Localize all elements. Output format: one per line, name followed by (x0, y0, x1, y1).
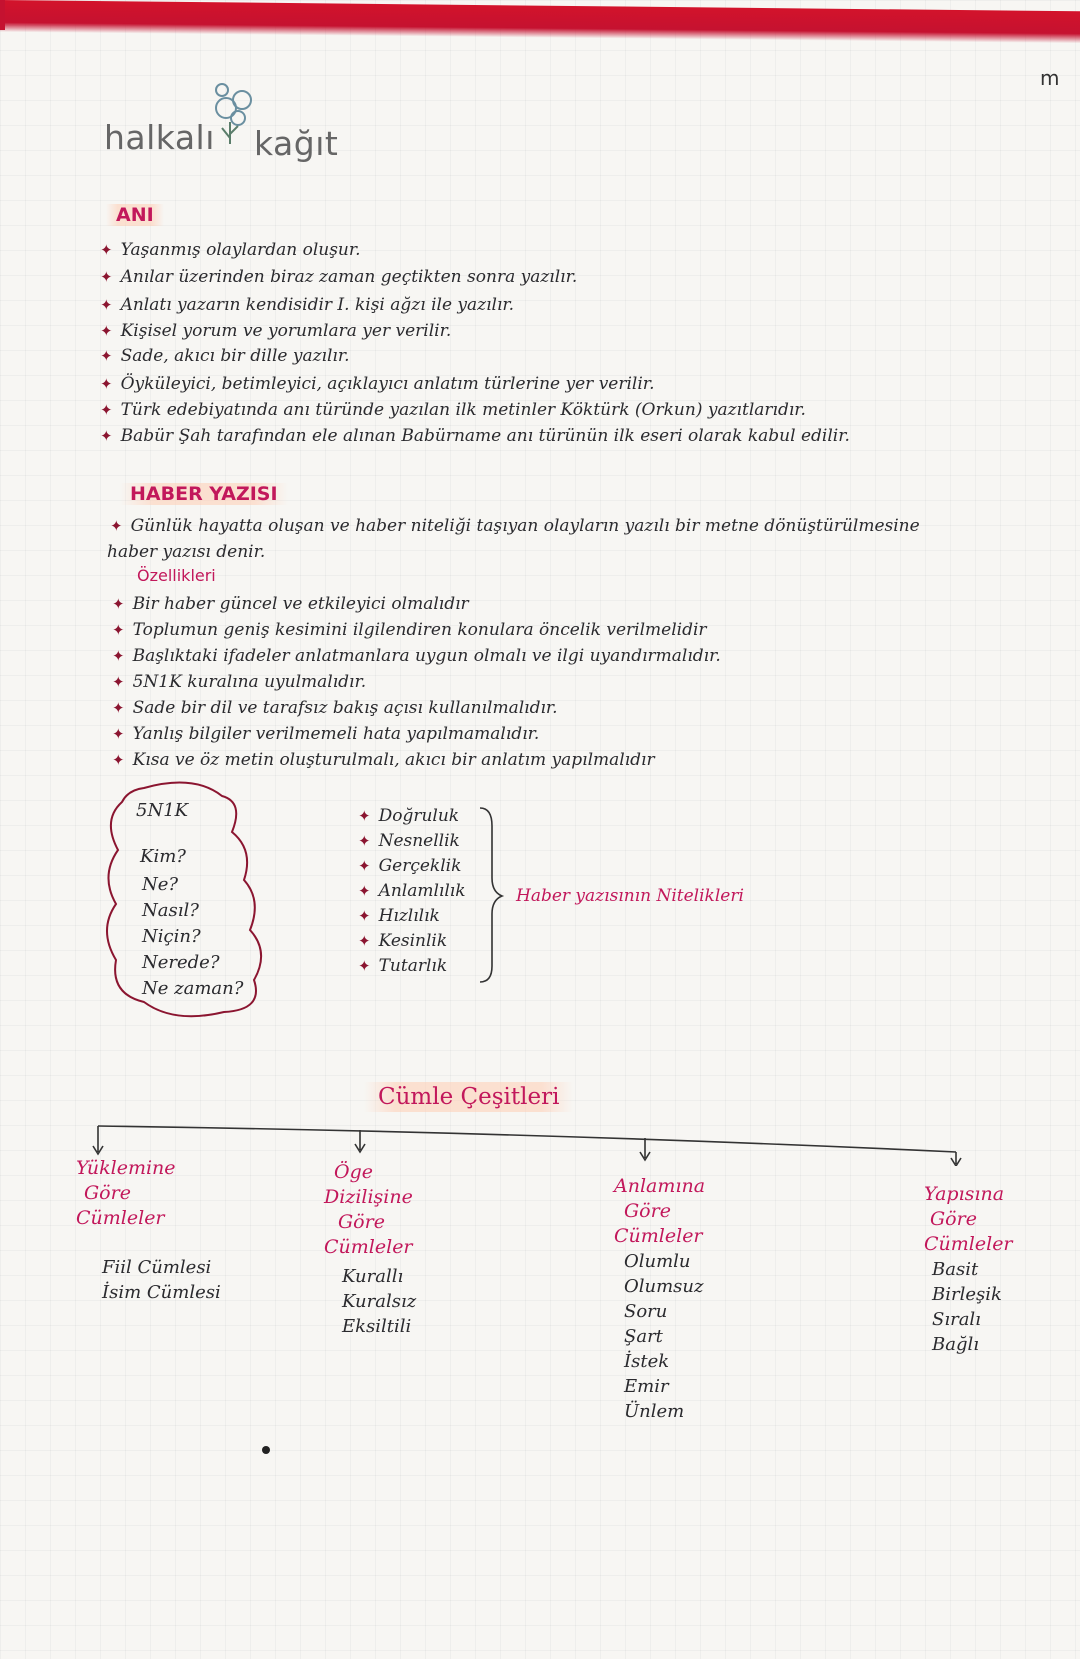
star-bullet-icon: ✦ (112, 673, 125, 691)
star-bullet-icon: ✦ (358, 832, 371, 850)
haber-heading: HABER YAZISI (120, 483, 288, 505)
star-bullet-icon: ✦ (110, 517, 123, 535)
ink-dot (262, 1446, 270, 1454)
quality-item-6: ✦ Kesinlik (358, 931, 448, 951)
star-bullet-icon: ✦ (358, 857, 371, 875)
branch-item: Birleşik (932, 1284, 1002, 1305)
star-bullet-icon: ✦ (100, 347, 113, 365)
snik-question-1: Kim? (140, 846, 186, 867)
branch-item: İsim Cümlesi (102, 1282, 221, 1303)
feature-item-3: ✦ Başlıktaki ifadeler anlatmanlara uygun olmalı ve ilgi uyandırmalıdır. (112, 646, 721, 666)
snik-title: 5N1K (136, 800, 189, 821)
star-bullet-icon: ✦ (112, 595, 125, 613)
branch-item: Eksiltili (342, 1316, 412, 1337)
star-bullet-icon: ✦ (358, 882, 371, 900)
feature-item-1: ✦ Bir haber güncel ve etkileyici olmalıdır (112, 594, 469, 614)
top-red-band (0, 0, 1080, 43)
qualities-label: Haber yazısının Nitelikleri (516, 886, 744, 906)
star-bullet-icon: ✦ (100, 401, 113, 419)
branch-item: Emir (624, 1376, 669, 1397)
ani-item-6: ✦ Öyküleyici, betimleyici, açıklayıcı anlatım türlerine yer verilir. (100, 374, 655, 394)
quality-item-1: ✦ Doğruluk (358, 806, 460, 826)
quality-item-4: ✦ Anlamlılık (358, 881, 466, 901)
branch-item: Basit (932, 1259, 979, 1280)
ani-item-2: ✦ Anılar üzerinden biraz zaman geçtikten sonra yazılır. (100, 267, 578, 287)
star-bullet-icon: ✦ (112, 751, 125, 769)
star-bullet-icon: ✦ (100, 427, 113, 445)
star-bullet-icon: ✦ (112, 647, 125, 665)
branch-heading-line: Göre (84, 1182, 131, 1204)
branch-item: İstek (624, 1351, 670, 1372)
ani-heading: ANI (106, 204, 164, 226)
branch-item: Olumsuz (624, 1276, 704, 1297)
branch-item: Fiil Cümlesi (102, 1257, 212, 1278)
quality-item-7: ✦ Tutarlık (358, 956, 448, 976)
branch-heading-line: Cümleler (324, 1236, 413, 1258)
cumle-title: Cümle Çeşitleri (364, 1082, 573, 1112)
star-bullet-icon: ✦ (358, 807, 371, 825)
snik-question-6: Ne zaman? (142, 978, 244, 999)
branch-heading-line: Dizilişine (324, 1186, 413, 1208)
tree-connector-icon (90, 1116, 970, 1166)
features-subheading: Özellikleri (137, 566, 216, 585)
branch-heading-line: Öge (334, 1161, 373, 1183)
brand-logo (104, 78, 344, 178)
branch-item: Kurallı (342, 1266, 404, 1287)
branch-heading-line: Cümleler (614, 1225, 703, 1247)
ani-item-4: ✦ Kişisel yorum ve yorumlara yer verilir. (100, 321, 452, 341)
branch-heading-line: Cümleler (76, 1207, 165, 1229)
quality-item-5: ✦ Hızlılık (358, 906, 440, 926)
ani-item-7: ✦ Türk edebiyatında anı türünde yazılan ilk metinler Köktürk (Orkun) yazıtlarıdır. (100, 400, 806, 420)
branch-heading-line: Cümleler (924, 1233, 1013, 1255)
star-bullet-icon: ✦ (358, 957, 371, 975)
star-bullet-icon: ✦ (100, 296, 113, 314)
snik-question-2: Ne? (142, 874, 179, 895)
star-bullet-icon: ✦ (100, 268, 113, 286)
branch-item: Olumlu (624, 1251, 691, 1272)
branch-heading-line: Göre (930, 1208, 977, 1230)
feature-item-4: ✦ 5N1K kuralına uyulmalıdır. (112, 672, 367, 692)
star-bullet-icon: ✦ (358, 932, 371, 950)
feature-item-7: ✦ Kısa ve öz metin oluşturulmalı, akıcı bir anlatım yapılmalıdır (112, 750, 655, 770)
snik-question-3: Nasıl? (142, 900, 199, 921)
tree-logo-icon (202, 78, 262, 168)
branch-heading-line: Göre (624, 1200, 671, 1222)
curly-brace-icon (476, 806, 506, 986)
star-bullet-icon: ✦ (112, 725, 125, 743)
ani-item-3: ✦ Anlatı yazarın kendisidir I. kişi ağzı ile yazılır. (100, 295, 515, 315)
ani-item-8: ✦ Babür Şah tarafından ele alınan Babürname anı türünün ilk eseri olarak kabul edilir. (100, 426, 850, 446)
branch-heading-line: Yüklemine (76, 1157, 176, 1179)
branch-item: Soru (624, 1301, 668, 1322)
star-bullet-icon: ✦ (358, 907, 371, 925)
branch-heading-line: Yapısına (924, 1183, 1005, 1205)
branch-item: Kuralsız (342, 1291, 417, 1312)
branch-yapisina (924, 1182, 1013, 1357)
branch-item: Ünlem (624, 1401, 685, 1422)
star-bullet-icon: ✦ (100, 375, 113, 393)
feature-item-2: ✦ Toplumun geniş kesimini ilgilendiren konulara öncelik verilmelidir (112, 620, 707, 640)
branch-item: Şart (624, 1326, 663, 1347)
star-bullet-icon: ✦ (100, 322, 113, 340)
page-number: m (1040, 66, 1060, 90)
left-red-mark (0, 0, 5, 30)
logo-text-left: halkalı (104, 118, 215, 157)
branch-yuklemine (76, 1156, 221, 1305)
logo-text-right: kağıt (254, 124, 339, 163)
feature-item-6: ✦ Yanlış bilgiler verilmemeli hata yapılmamalıdır. (112, 724, 540, 744)
quality-item-2: ✦ Nesnellik (358, 831, 460, 851)
branch-oge-dizilisine (324, 1160, 416, 1339)
branch-heading-line: Anlamına (614, 1175, 706, 1197)
ani-item-1: ✦ Yaşanmış olaylardan oluşur. (100, 240, 361, 260)
haber-definition-line2: haber yazısı denir. (107, 542, 266, 562)
haber-definition-line1: ✦ Günlük hayatta oluşan ve haber niteliği taşıyan olayların yazılı bir metne dönüştürülmesine (110, 516, 920, 536)
star-bullet-icon: ✦ (112, 621, 125, 639)
snik-cloud (104, 780, 284, 1020)
branch-item: Sıralı (932, 1309, 981, 1330)
snik-question-4: Niçin? (142, 926, 201, 947)
branch-heading-line: Göre (338, 1211, 385, 1233)
ani-item-5: ✦ Sade, akıcı bir dille yazılır. (100, 346, 350, 366)
branch-item: Bağlı (932, 1334, 979, 1355)
feature-item-5: ✦ Sade bir dil ve tarafsız bakış açısı kullanılmalıdır. (112, 698, 558, 718)
snik-question-5: Nerede? (142, 952, 220, 973)
star-bullet-icon: ✦ (100, 241, 113, 259)
branch-anlamina (614, 1174, 705, 1424)
quality-item-3: ✦ Gerçeklik (358, 856, 462, 876)
star-bullet-icon: ✦ (112, 699, 125, 717)
